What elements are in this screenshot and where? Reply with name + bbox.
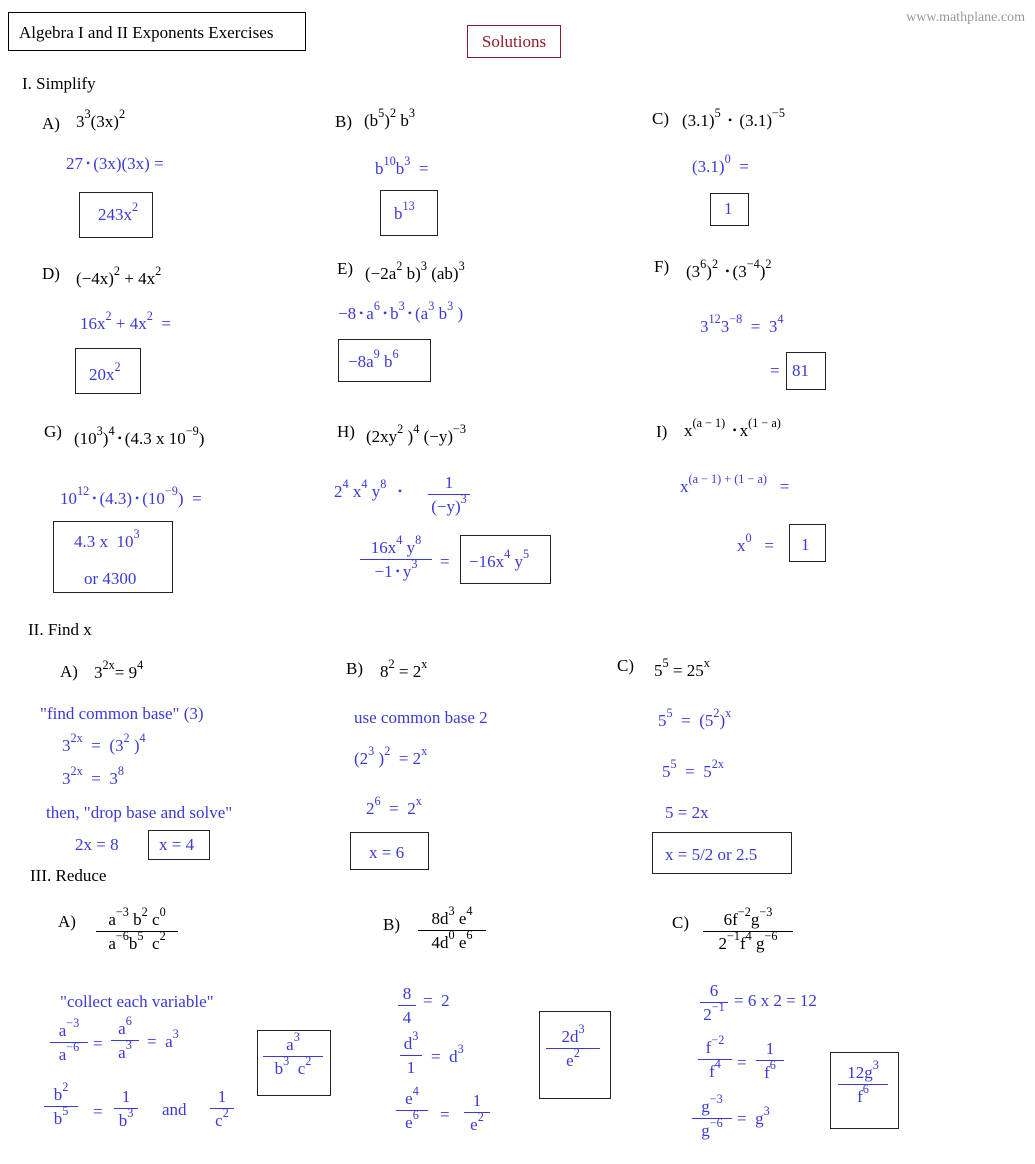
work-1h-frac: 1 $(-y)^3$ <box>428 474 470 515</box>
answer-1a: $243x^2$ <box>98 199 139 224</box>
work-3b-f4: 1 $e^2$ <box>464 1092 490 1133</box>
problem-2b: $8^2 = 2^x$ <box>380 656 428 681</box>
problem-1b: $(b^5)^2$ $b^3$ <box>364 105 415 130</box>
problem-1f: $(3^6)^2$ • $(3^{-4})^2$ <box>686 256 772 281</box>
work-1f: $3^{12}3^{-8} = 3^4$ <box>700 311 784 336</box>
work-2a-1: $3^{2x} = (3^2$ )$^4$ <box>62 730 146 755</box>
problem-1c: $(3.1)^5$ • $(3.1)^{-5}$ <box>682 105 786 130</box>
work-1i-b: $x^0$ = <box>737 530 774 555</box>
work-3a-f5: 1 $c^2$ <box>210 1088 234 1129</box>
work-1h-frac2: $16x^4$ $y^8$ −1 • $y^3$ <box>360 539 432 580</box>
problem-label-c: C) <box>652 109 669 128</box>
problem-label-2c: C) <box>617 656 634 675</box>
work-3a-f3: $b^2$ $b^5$ <box>44 1086 78 1127</box>
work-3a-and: and <box>162 1100 187 1119</box>
section-title-reduce: III. Reduce <box>30 866 107 885</box>
answer-3b: $2d^3$ $e^2$ <box>546 1028 600 1069</box>
answer-2b: x = 6 <box>369 843 405 862</box>
problem-1g: $(10^3)^4•$ (4.3 x $10^{-9}$) <box>74 423 205 448</box>
problem-2c: $5^5 = 25^x$ <box>654 655 710 680</box>
work-3b-f3: $e^4$ $e^6$ <box>396 1090 428 1131</box>
problem-label-a: A) <box>42 114 60 133</box>
work-2b-2: $2^6 = 2^x$ <box>366 793 422 818</box>
problem-label-3b: B) <box>383 915 400 934</box>
work-1a: 27 • (3x)(3x) = <box>66 154 164 173</box>
work-3c-f1: 6 $2^{-1}$ <box>700 982 728 1023</box>
work-3a-f2: $a^6$ $a^3$ <box>111 1020 139 1061</box>
work-3a-eq2: = <box>93 1102 103 1121</box>
work-1h-eq: = <box>440 552 450 571</box>
work-3b-f1: 8 4 <box>398 985 416 1026</box>
answer-2c: x = 5/2 or 2.5 <box>665 845 758 864</box>
work-3c-f4: $g^{-3}$ $g^{-6}$ <box>692 1098 732 1139</box>
problem-1e: ($-2a^2$ b)$^3$ (ab)$^3$ <box>365 258 465 283</box>
problem-1i: $x^{(a - 1)}$ • $x^{(1 - a)}$ <box>684 415 781 440</box>
hint-2b: use common base 2 <box>354 708 488 727</box>
work-2c-3: 5 = 2x <box>665 803 709 822</box>
site-url[interactable]: www.mathplane.com <box>906 10 1025 25</box>
work-2a-then: then, "drop base and solve" <box>46 803 233 822</box>
answer-1e: $-8a^9$ $b^6$ <box>348 346 399 371</box>
problem-1a: $3^3(3x)^2$ <box>76 106 126 131</box>
work-2a-step: 2x = 8 <box>75 835 119 854</box>
section-title-find-x: II. Find x <box>28 620 92 639</box>
work-3a-f4: 1 $b^3$ <box>114 1088 138 1129</box>
answer-3c: $12g^3$ $f^6$ <box>838 1064 888 1105</box>
work-3c-eq2: = <box>737 1053 747 1072</box>
work-3c-r3: = $g^3$ <box>737 1103 770 1128</box>
work-1i: $x^{(a - 1) + (1 - a)}$ = <box>680 471 790 496</box>
worksheet-title: Algebra I and II Exponents Exercises <box>8 12 306 51</box>
problem-3c: $6f^{-2}g^{-3}$ $2^{-1}f^4$ $g^{-6}$ <box>703 911 793 952</box>
work-2a-2: $3^{2x} = 3^8$ <box>62 763 124 788</box>
answer-1g: 4.3 x $10^3$ <box>74 526 140 551</box>
work-3c-f3: 1 $f^6$ <box>756 1040 784 1081</box>
work-3c-r1: = 6 x 2 = 12 <box>734 991 817 1010</box>
problem-1d: $(-4x)^2 + 4x^2$ <box>76 263 162 288</box>
work-3a-f1: $a^{-3}$ $a^{-6}$ <box>50 1022 88 1063</box>
problem-label-g: G) <box>44 422 62 441</box>
answer-1g-alt: or 4300 <box>84 569 137 588</box>
problem-label-2a: A) <box>60 662 78 681</box>
section-title-simplify: I. Simplify <box>22 74 96 93</box>
problem-label-2b: B) <box>346 659 363 678</box>
work-1h-a: $2^4$ $x^4$ $y^8$ • <box>334 476 403 501</box>
problem-3b: $8d^3$ $e^4$ $4d^0$ $e^6$ <box>418 910 486 951</box>
work-1g: $10^{12}•$ (4.3) • $(10^{-9})$ = <box>60 483 202 508</box>
problem-label-h: H) <box>337 422 355 441</box>
answer-1f: 81 <box>792 361 809 380</box>
work-1c: $(3.1)^0$ = <box>692 151 749 176</box>
problem-label-i: I) <box>656 422 668 441</box>
work-3a-r1: = $a^3$ <box>147 1026 179 1051</box>
problem-1h: ($2xy^2$ )$^4$ $(-y)^{-3}$ <box>366 421 467 446</box>
work-1d: $16x^2 + 4x^2$ = <box>80 308 171 333</box>
hint-2a: "find common base" (3) <box>40 704 204 723</box>
solutions-badge: Solutions <box>467 25 561 58</box>
problem-3a: $a^{-3}$ $b^2$ $c^0$ $a^{-6}b^5$ $c^2$ <box>96 911 178 952</box>
answer-1i: 1 <box>801 535 810 554</box>
answer-1b: $b^{13}$ <box>394 198 415 223</box>
work-3a-eq1: = <box>93 1034 103 1053</box>
problem-label-3a: A) <box>58 912 76 931</box>
answer-3a: $a^3$ $b^3$ $c^2$ <box>263 1036 323 1077</box>
work-1f-eq: = <box>770 361 780 380</box>
work-1e: −8 • $a^6•$ $b^3•$ ($a^3$ $b^3$ ) <box>338 298 464 323</box>
problem-label-b: B) <box>335 112 352 131</box>
work-1b: $b^{10}b^3$ = <box>375 153 429 178</box>
problem-label-d: D) <box>42 264 60 283</box>
problem-label-f: F) <box>654 257 670 276</box>
work-3b-eq: = <box>440 1105 450 1124</box>
answer-1d: $20x^2$ <box>89 359 121 384</box>
problem-label-3c: C) <box>672 913 689 932</box>
problem-label-e: E) <box>337 259 354 278</box>
answer-1c: 1 <box>724 199 733 218</box>
work-2b-1: ($2^3$ )$^2 = 2^x$ <box>354 743 428 768</box>
work-3b-f2: $d^3$ 1 <box>400 1035 422 1076</box>
work-3b-r1: = 2 <box>423 991 450 1010</box>
hint-3a: "collect each variable" <box>60 992 214 1011</box>
problem-2a: $3^{2x}= 9^4$ <box>94 657 144 682</box>
work-2c-2: $5^5 = 5^{2x}$ <box>662 756 724 781</box>
answer-1h: $-16x^4$ $y^5$ <box>469 546 530 571</box>
answer-2a: x = 4 <box>159 835 195 854</box>
work-3b-r2: = $d^3$ <box>431 1041 464 1066</box>
work-2c-1: $5^5 = (5^2)^x$ <box>658 705 732 730</box>
work-3c-f2: $f^{-2}$ $f^4$ <box>698 1039 732 1080</box>
